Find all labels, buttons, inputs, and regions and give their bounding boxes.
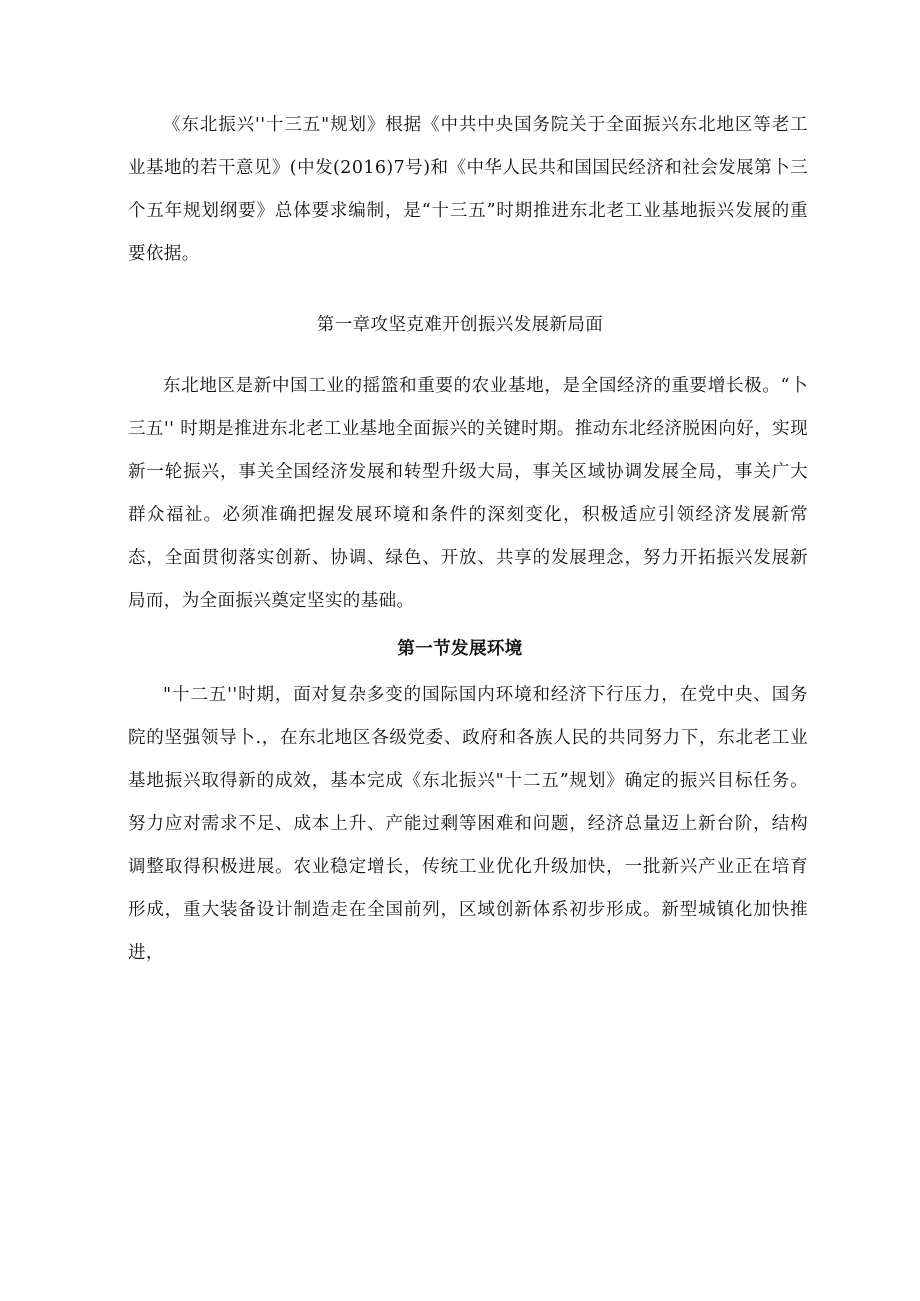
- section-title: 第一节发展环境: [397, 639, 523, 659]
- intro-paragraph: 《东北振兴''十三五"规划》根据《中共中央国务院关于全面振兴东北地区等老工业基地的若干意见》(中发(2016)7号)和《中华人民共和国国民经济和社会发展第卜三个五年规划纲要》总体要求编制，是“十三五”时期推进东北老工业基地振兴发展的重要依据。: [128, 115, 808, 264]
- section-paragraph: "十二五''时期，面对复杂多变的国际国内环境和经济下行压力，在党中央、国务院的坚强领导卜.，在东北地区各级党委、政府和各族人民的共同努力下，东北老工业基地振兴取得新的成效，基本完成《东北振兴"十二五”规划》确定的振兴目标任务。努力应对需求不足、成本上升、产能过剩等困难和问题，经济总量迈上新台阶，结构调整取得积极进展。农业稳定增长，传统工业优化升级加快，一批新兴产业正在培育形成，重大装备设计制造走在全国前列，区域创新体系初步形成。新型城镇化加快推进，: [128, 685, 808, 963]
- chapter-title: 第一章攻坚克难开创振兴发展新局面: [316, 315, 604, 335]
- chapter-paragraph: 东北地区是新中国工业的摇篮和重要的农业基地，是全国经济的重要增长极。“卜三五'' 时期是推进东北老工业基地全面振兴的关键时期。推动东北经济脱困向好，实现新一轮振兴，事关全国经济发展和转型升级大局，事关区域协调发展全局，事关广大群众福祉。必须准确把握发展环境和条件的深刻变化，积极适应引领经济发展新常态，全面贯彻落实创新、协调、绿色、开放、共享的发展理念，努力开拓振兴发展新局而，为全面振兴奠定坚实的基础。: [128, 376, 808, 611]
